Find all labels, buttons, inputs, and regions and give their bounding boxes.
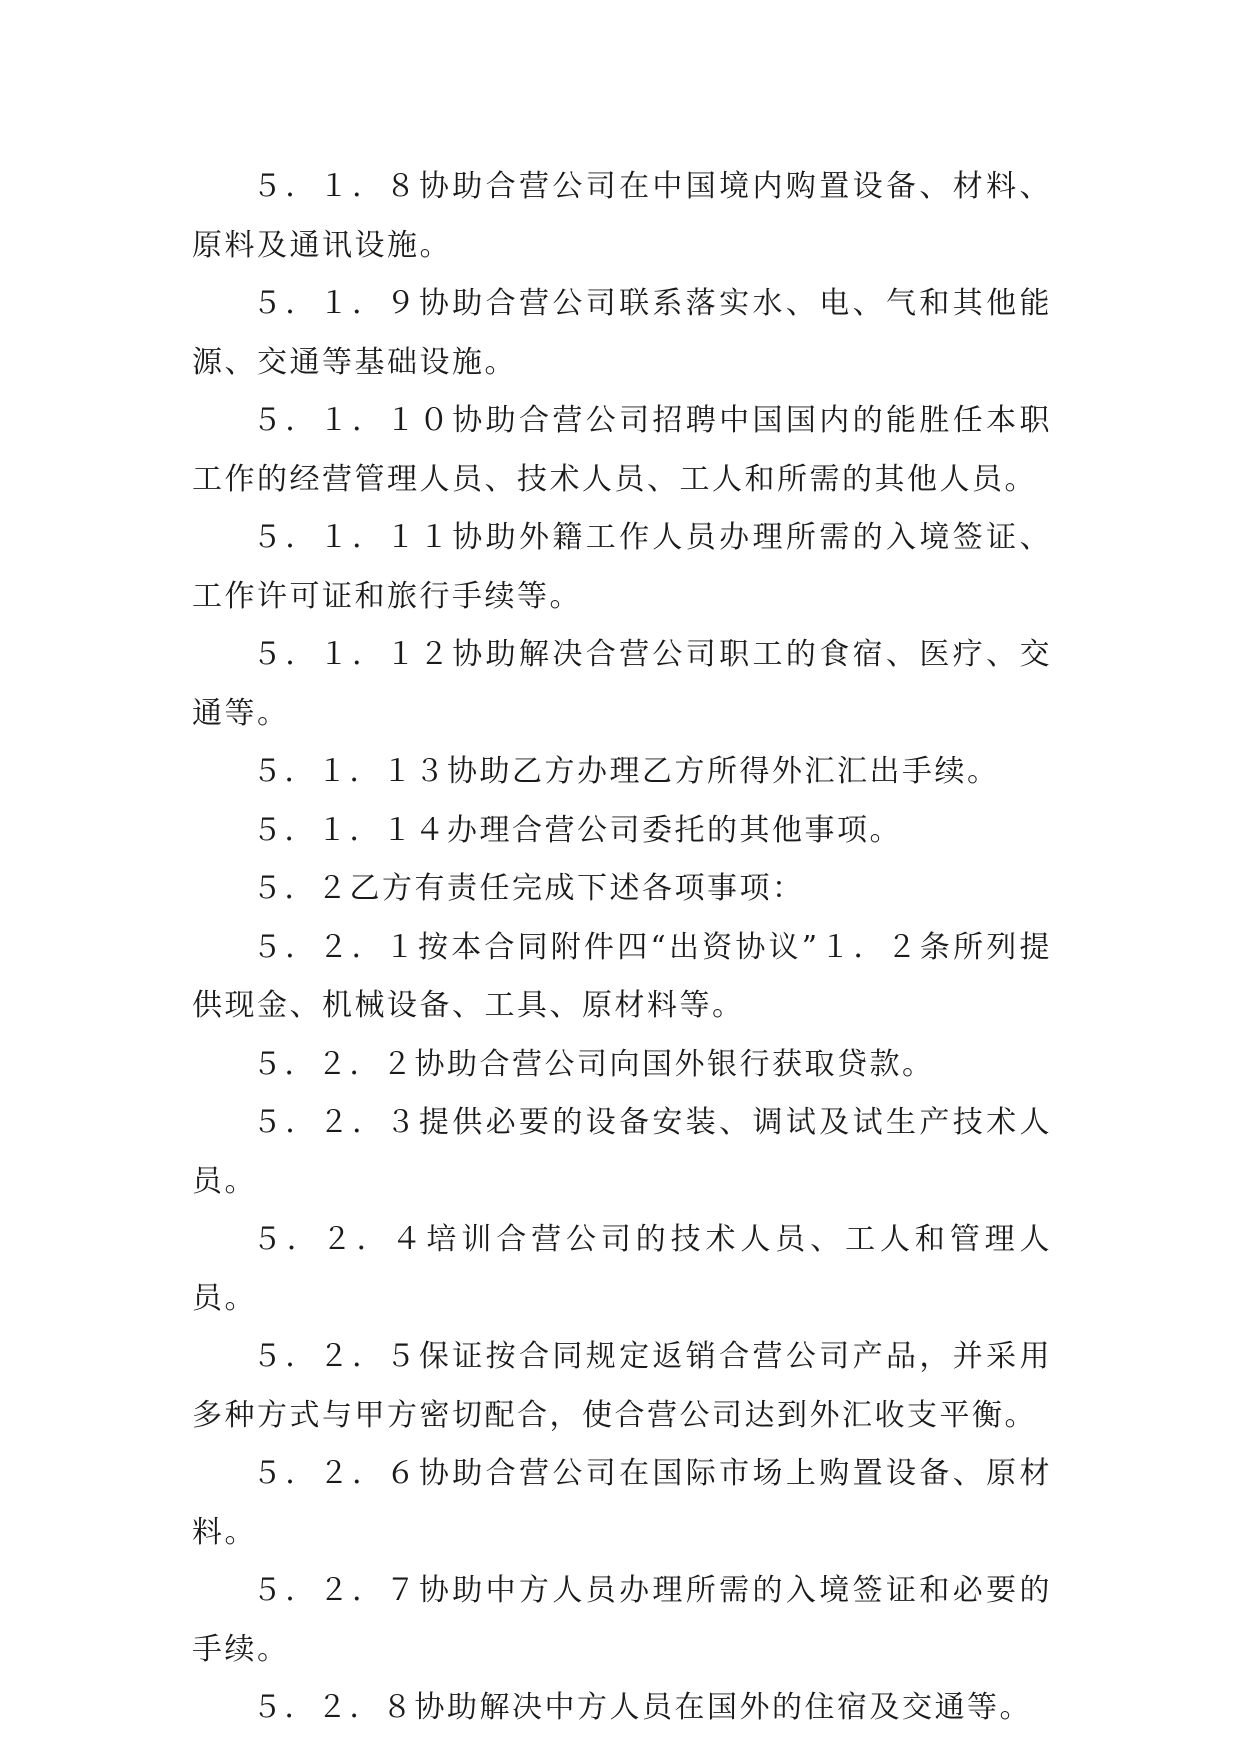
clause-5-2: ５．２乙方有责任完成下述各项事项：	[252, 871, 805, 906]
contract-text	[192, 158, 1052, 1738]
clause-5-1-14: ５．１．１４办理合营公司委托的其他事项。	[252, 812, 902, 848]
clause-5-2-4: ５．２．４培训合营公司的技术人员、工人和管理人员。	[192, 1222, 1052, 1316]
clause-5-1-12: ５．１．１２协助解决合营公司职工的食宿、医疗、交通等。	[192, 637, 1052, 731]
clause-5-1-11: ５．１．１１协助外籍工作人员办理所需的入境签证、工作许可证和旅行手续等。	[192, 520, 1052, 614]
clause-5-1-9: ５．１．９协助合营公司联系落实水、电、气和其他能源、交通等基础设施。	[192, 286, 1052, 380]
clause-5-2-2: ５．２．２协助合营公司向国外银行获取贷款。	[252, 1046, 935, 1082]
clause-5-2-7: ５．２．７协助中方人员办理所需的入境签证和必要的手续。	[192, 1573, 1052, 1667]
clause-5-2-8: ５．２．８协助解决中方人员在国外的住宿及交通等。	[252, 1690, 1032, 1725]
clause-5-1-13: ５．１．１３协助乙方办理乙方所得外汇汇出手续。	[252, 754, 1000, 789]
clause-5-1-10: ５．１．１０协助合营公司招聘中国国内的能胜任本职工作的经营管理人员、技术人员、工人和所需的其他人员。	[192, 403, 1052, 497]
clause-5-2-3: ５．２．３提供必要的设备安装、调试及试生产技术人员。	[192, 1105, 1052, 1199]
clause-5-2-1: ５．２．１按本合同附件四“出资协议”１．２条所列提供现金、机械设备、工具、原材料等。	[192, 929, 1052, 1023]
clause-5-2-6: ５．２．６协助合营公司在国际市场上购置设备、原材料。	[192, 1456, 1052, 1550]
clause-5-1-8: ５．１．８协助合营公司在中国境内购置设备、材料、原料及通讯设施。	[192, 169, 1052, 263]
clause-5-2-5: ５．２．５保证按合同规定返销合营公司产品，并采用多种方式与甲方密切配合，使合营公司达到外汇收支平衡。	[192, 1339, 1052, 1433]
